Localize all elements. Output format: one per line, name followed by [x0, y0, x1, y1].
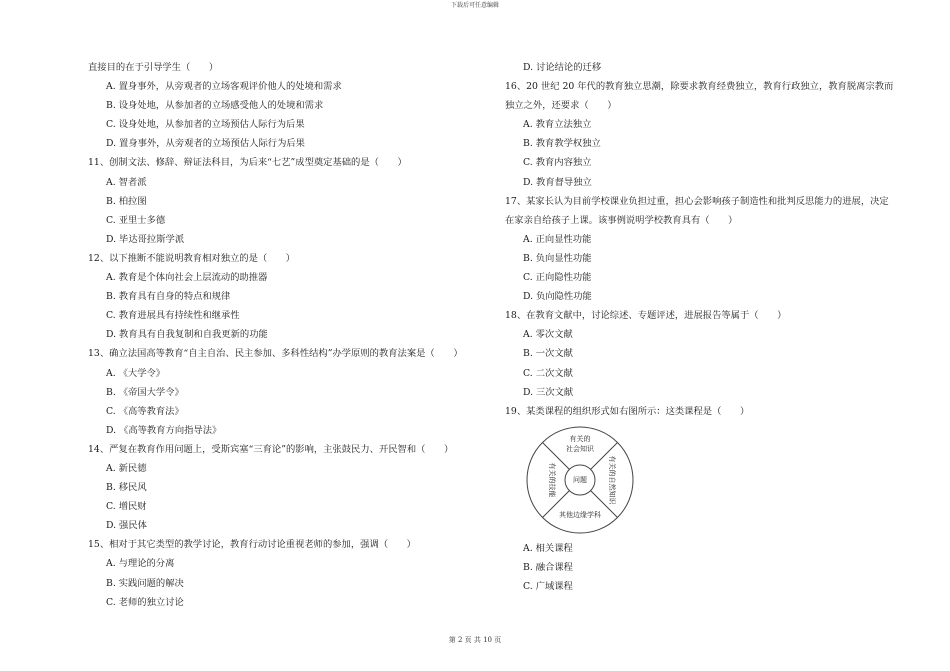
q15-option-a: A. 与理论的分离 — [106, 558, 175, 570]
q10-option-c: C. 设身处地，从参加者的立场预估人际行为后果 — [106, 119, 305, 131]
q14-option-d: D. 强民体 — [106, 520, 147, 532]
q17-option-a: A. 正向显性功能 — [523, 233, 592, 245]
q18-option-a: A. 零次文献 — [523, 329, 573, 341]
top-label-line1: 有关的 — [569, 434, 591, 443]
q12-option-d: D. 教育具有自我复制和自我更新的功能 — [106, 329, 268, 341]
question-16-line2: 独立之外，还要求（ ） — [505, 100, 617, 112]
q11-option-b: B. 柏拉图 — [106, 195, 147, 207]
q16-option-c: C. 教育内容独立 — [523, 157, 592, 169]
q13-option-d: D. 《高等教育方向指导法》 — [106, 424, 222, 436]
center-label: 问题 — [573, 475, 587, 484]
q17-option-b: B. 负向显性功能 — [523, 252, 592, 264]
q12-option-b: B. 教育具有自身的特点和规律 — [106, 291, 231, 303]
q18-option-b: B. 一次文献 — [523, 348, 573, 360]
q11-option-c: C. 亚里士多德 — [106, 214, 166, 226]
question-18: 18、在教育文献中，讨论综述、专题评述，进展报告等属于（ ） — [505, 310, 787, 322]
question-19: 19、某类课程的组织形式如右图所示：这类课程是（ ） — [505, 405, 750, 417]
question-16-line1: 16、20 世纪 20 年代的教育独立思潮，除要求教育经费独立，教育行政独立，教育脱离宗教而 — [505, 81, 894, 93]
curriculum-diagram-svg — [525, 425, 635, 535]
q12-option-c: C. 教育进展具有持续性和继承性 — [106, 310, 240, 322]
q15-option-d: D. 讨论结论的迁移 — [523, 62, 602, 73]
q16-option-a: A. 教育立法独立 — [523, 119, 592, 131]
page-footer: 第 2 页 共 10 页 — [448, 636, 502, 644]
curriculum-diagram — [525, 425, 635, 535]
q16-option-b: B. 教育教学权独立 — [523, 138, 601, 150]
q13-option-c: C. 《高等教育法》 — [106, 405, 184, 417]
q19-option-c: C. 广域课程 — [523, 580, 573, 592]
q18-option-c: C. 二次文献 — [523, 367, 573, 379]
question-12: 12、以下推断不能说明教育相对独立的是（ ） — [88, 252, 296, 264]
q18-option-d: D. 三次文献 — [523, 386, 574, 398]
top-label-line2: 社会知识 — [566, 444, 594, 453]
right-column — [505, 58, 905, 596]
q10-option-b: B. 设身处地，从参加者的立场感受他人的处境和需求 — [106, 100, 324, 112]
question-10-continued: 直接目的在于引导学生（ ） — [88, 62, 219, 73]
question-14: 14、严复在教育作用问题上，受斯宾塞“三育论”的影响，主张鼓民力、开民智和（ ） — [88, 443, 454, 455]
q15-option-b: B. 实践问题的解决 — [106, 577, 184, 589]
q14-option-b: B. 移民风 — [106, 482, 147, 494]
q19-option-a: A. 相关课程 — [523, 542, 573, 554]
question-17-line1: 17、某家长认为目前学校课业负担过重，担心会影响孩子制造性和批判反思能力的进展，决定 — [505, 195, 889, 207]
question-13: 13、确立法国高等教育“自主自治、民主参加、多科性结构”办学原则的教育法案是（ ） — [88, 348, 463, 360]
left-column — [88, 58, 468, 612]
q13-option-b: B. 《帝国大学令》 — [106, 386, 184, 398]
q12-option-a: A. 教育是个体向社会上层流动的助推器 — [106, 272, 268, 284]
q15-option-c: C. 老师的独立讨论 — [106, 596, 184, 608]
q13-option-a: A. 《大学令》 — [106, 367, 166, 379]
q14-option-a: A. 新民德 — [106, 462, 147, 474]
q17-option-d: D. 负向隐性功能 — [523, 291, 592, 303]
q10-option-a: A. 置身事外，从旁观者的立场客观评价他人的处境和需求 — [106, 81, 342, 93]
q17-option-c: C. 正向隐性功能 — [523, 272, 592, 284]
page-header: 下载后可任意编辑 — [450, 2, 499, 9]
q16-option-d: D. 教育督导独立 — [523, 176, 592, 188]
q11-option-d: D. 毕达哥拉斯学派 — [106, 233, 185, 245]
question-15: 15、相对于其它类型的教学讨论，教育行动讨论重视老师的参加，强调（ ） — [88, 539, 416, 551]
q14-option-c: C. 增民财 — [106, 501, 147, 513]
question-17-line2: 在家亲自给孩子上课。该事例说明学校教育具有（ ） — [505, 214, 738, 226]
question-11: 11、创制文法、修辞、辩证法科目，为后来“七艺”成型奠定基础的是（ ） — [88, 157, 407, 169]
q19-option-b: B. 融合课程 — [523, 561, 573, 573]
right-label: 有关的自然知识 — [608, 455, 616, 505]
bottom-label: 其他边缘学科 — [559, 510, 601, 519]
q11-option-a: A. 智者派 — [106, 176, 147, 188]
q10-option-d: D. 置身事外，从旁观者的立场预估人际行为后果 — [106, 138, 305, 150]
left-label: 有关的技能 — [548, 462, 556, 498]
